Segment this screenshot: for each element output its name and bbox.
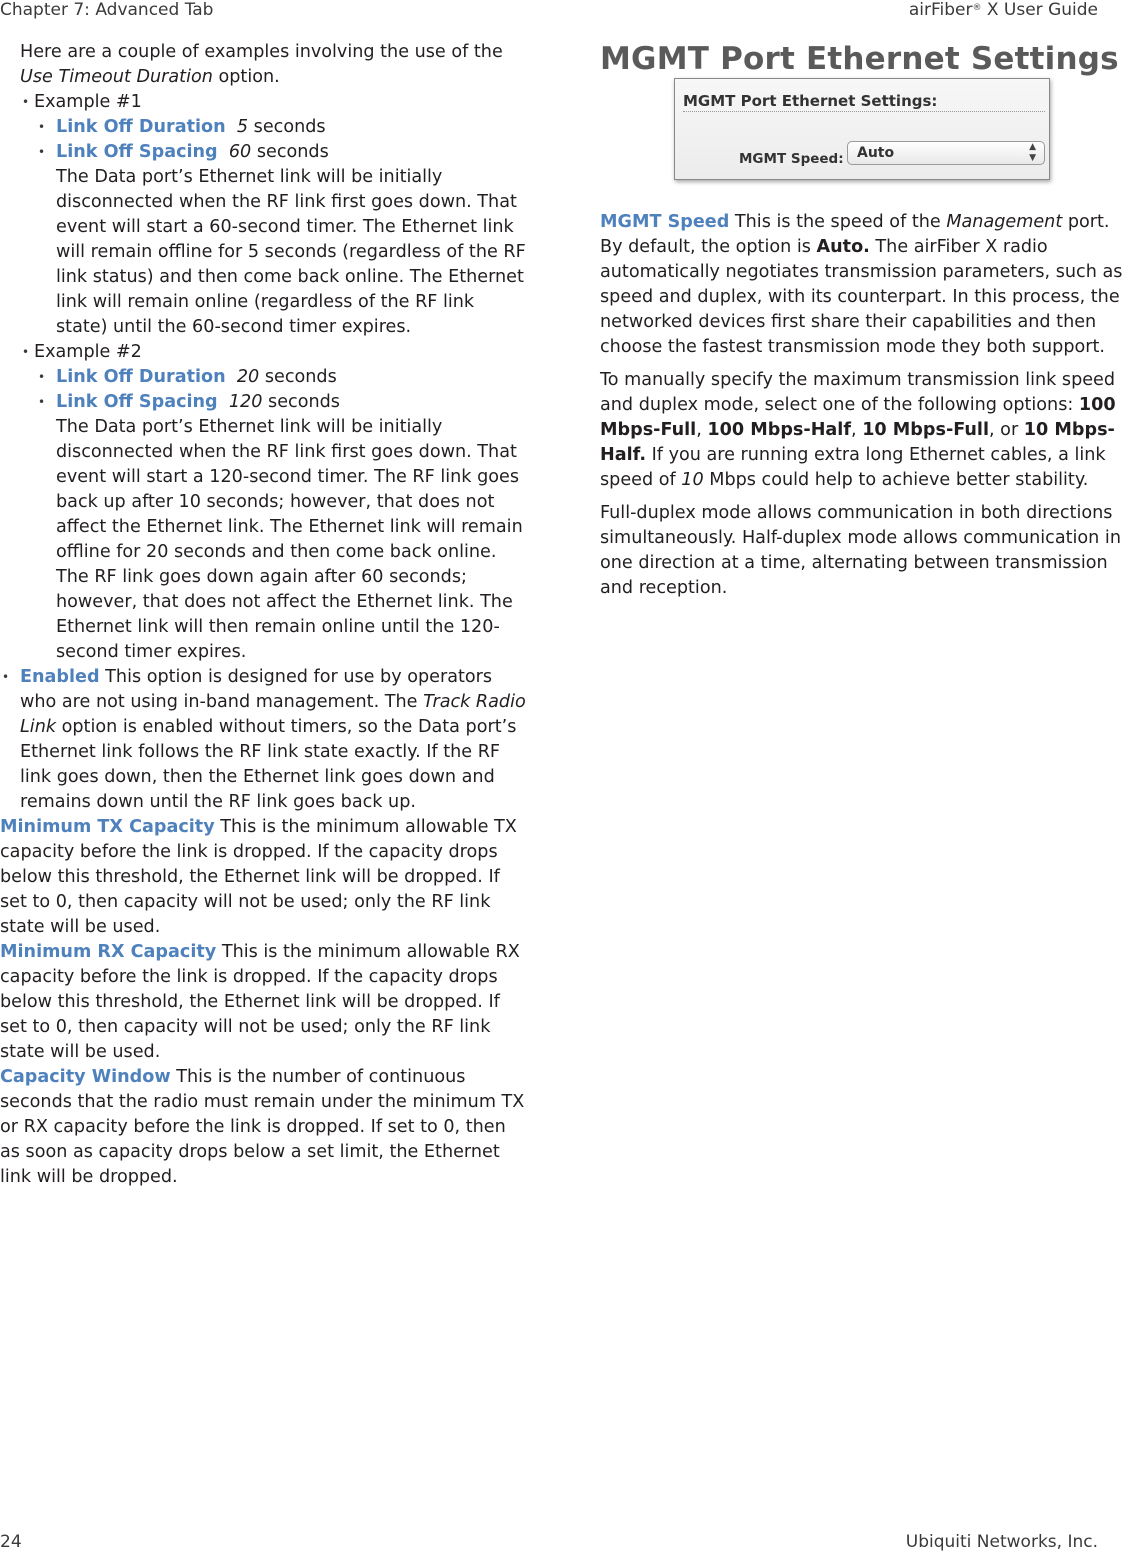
arrow-down-icon: ▼ bbox=[1029, 153, 1036, 163]
brand-name: airFiber bbox=[908, 0, 973, 20]
spacing-value: 60 bbox=[228, 142, 252, 162]
duration-value: 20 bbox=[236, 367, 260, 387]
mgmt-speed-text: This is the speed of the bbox=[729, 212, 947, 232]
link-speed-emphasis: 10 bbox=[681, 470, 704, 490]
bullet-icon: • bbox=[2, 670, 10, 684]
example-1-spacing bbox=[0, 140, 526, 165]
option-100-full: 100 Mbps-Full bbox=[600, 395, 1116, 440]
enabled-text: This option is designed for use by operators who are not using in-band management. The bbox=[20, 667, 493, 712]
separator: , bbox=[851, 420, 863, 440]
spacing-unit: seconds bbox=[262, 392, 340, 412]
example-2-duration bbox=[0, 365, 526, 390]
term-enabled: Enabled bbox=[20, 667, 100, 687]
option-10-half: 10 Mbps-Half. bbox=[600, 420, 1115, 465]
term-capacity-window: Capacity Window bbox=[0, 1067, 171, 1087]
manual-text-3: Mbps could help to achieve better stability. bbox=[703, 470, 1089, 490]
min-tx-text: This is the minimum allowable TX capacity before the link is dropped. If the capacity drops below this threshold, the Ethernet link will be dropped. If set to 0, then capacity will not be used; only the RF link state will be used. bbox=[0, 817, 517, 937]
term-link-off-spacing: Link Off Spacing bbox=[56, 392, 218, 412]
intro-text-end: option. bbox=[212, 67, 280, 87]
example-1-title: Example #1 bbox=[34, 92, 142, 112]
page-header-chapter: Chapter 7: Advanced Tab bbox=[0, 0, 214, 20]
term-link-off-spacing: Link Off Spacing bbox=[56, 142, 218, 162]
enabled-option-name: Track Radio Link bbox=[20, 692, 526, 737]
term-link-off-duration: Link Off Duration bbox=[56, 367, 226, 387]
bullet-icon: • bbox=[38, 370, 46, 384]
option-10-full: 10 Mbps-Full bbox=[862, 420, 989, 440]
min-rx-paragraph bbox=[0, 940, 526, 1065]
mgmt-speed-text-2: port. By default, the option is bbox=[600, 212, 1110, 257]
page-header-guide-title bbox=[909, 0, 1098, 20]
mgmt-speed-paragraph bbox=[600, 210, 1124, 360]
separator: , or bbox=[989, 420, 1024, 440]
section-heading: MGMT Port Ethernet Settings bbox=[600, 41, 1119, 77]
mgmt-speed-text-3: The airFiber X radio automatically negotiates transmission parameters, such as speed and duplex, with its counterpart. In this process, the networked devices first share their capabilities and then choose the fastest transmission mode they both support. bbox=[600, 237, 1123, 357]
spacing-value: 120 bbox=[228, 392, 263, 412]
intro-text: Here are a couple of examples involving the use of the bbox=[20, 42, 503, 62]
auto-option: Auto. bbox=[816, 237, 870, 257]
right-column bbox=[600, 40, 1124, 609]
duration-unit: seconds bbox=[248, 117, 326, 137]
management-emphasis: Management bbox=[946, 212, 1063, 232]
example-1-description: The Data port’s Ethernet link will be initially disconnected when the RF link first goes down. That event will start a 60-second timer. The Ethernet link will remain offline for 5 seconds (regardless of the RF link status) and then come back online. The Ethernet link will remain online (regardless of the RF link state) until the 60-second timer expires. bbox=[56, 167, 526, 337]
example-1-duration bbox=[0, 115, 526, 140]
arrow-up-icon: ▲ bbox=[1029, 142, 1036, 152]
mgmt-speed-select[interactable] bbox=[847, 141, 1045, 165]
spacing-unit: seconds bbox=[251, 142, 329, 162]
intro-paragraph bbox=[0, 40, 526, 90]
manual-text-2: If you are running extra long Ethernet cables, a link speed of bbox=[600, 445, 1106, 490]
enabled-paragraph bbox=[0, 665, 526, 815]
settings-screenshot bbox=[674, 78, 1050, 180]
screenshot-panel-title: MGMT Port Ethernet Settings: bbox=[683, 92, 938, 110]
bullet-icon: • bbox=[38, 145, 46, 159]
separator: , bbox=[696, 420, 708, 440]
manual-speed-paragraph bbox=[600, 368, 1124, 493]
intro-option-name: Use Timeout Duration bbox=[20, 67, 213, 87]
capacity-window-text: This is the number of continuous seconds that the radio must remain under the minimum TX or RX capacity before the link is dropped. If set to 0, then as soon as capacity drops below a set limit, the Ethernet link will be dropped. bbox=[0, 1067, 525, 1187]
page-number: 24 bbox=[0, 1532, 22, 1552]
bullet-icon: • bbox=[22, 345, 30, 359]
screenshot-divider bbox=[683, 111, 1045, 112]
duplex-paragraph: Full-duplex mode allows communication in both directions simultaneously. Half-duplex mode allows communication in one direction at a time, alternating between transmission and reception. bbox=[600, 503, 1121, 598]
guide-title-rest: X User Guide bbox=[981, 0, 1098, 20]
example-2-spacing bbox=[0, 390, 526, 415]
example-2-description: The Data port’s Ethernet link will be initially disconnected when the RF link first goes down. That event will start a 120-second timer. The RF link goes back up after 10 seconds; however, that does not affect the Ethernet link. The Ethernet link will remain offline for 20 seconds and then come back online. The RF link goes down again after 60 seconds; however, that does not affect the Ethernet link. The Ethernet link will then remain online until the 120-second timer expires. bbox=[56, 417, 523, 662]
bullet-icon: • bbox=[22, 95, 30, 109]
duration-unit: seconds bbox=[259, 367, 337, 387]
mgmt-speed-label: MGMT Speed: bbox=[739, 151, 844, 167]
example-2-label bbox=[0, 340, 526, 365]
select-arrows-icon bbox=[1029, 142, 1036, 164]
manual-text: To manually specify the maximum transmission link speed and duplex mode, select one of the following options: bbox=[600, 370, 1116, 415]
enabled-text-end: option is enabled without timers, so the Data port’s Ethernet link follows the RF link state exactly. If the RF link goes down, then the Ethernet link goes down and remains down until the RF link goes back up. bbox=[20, 717, 517, 812]
footer-company: Ubiquiti Networks, Inc. bbox=[905, 1532, 1098, 1552]
min-tx-paragraph bbox=[0, 815, 526, 940]
term-mgmt-speed: MGMT Speed bbox=[600, 212, 730, 232]
option-100-half: 100 Mbps-Half bbox=[707, 420, 851, 440]
bullet-icon: • bbox=[38, 395, 46, 409]
example-1-label bbox=[0, 90, 526, 115]
capacity-window-paragraph bbox=[0, 1065, 526, 1190]
min-rx-text: This is the minimum allowable RX capacity before the link is dropped. If the capacity drops below this threshold, the Ethernet link will be dropped. If set to 0, then capacity will not be used; only the RF link state will be used. bbox=[0, 942, 520, 1062]
duration-value: 5 bbox=[236, 117, 249, 137]
term-minimum-rx-capacity: Minimum RX Capacity bbox=[0, 942, 217, 962]
registered-mark: ® bbox=[972, 3, 982, 13]
bullet-icon: • bbox=[38, 120, 46, 134]
term-minimum-tx-capacity: Minimum TX Capacity bbox=[0, 817, 215, 837]
example-2-title: Example #2 bbox=[34, 342, 142, 362]
left-column bbox=[0, 40, 526, 1190]
term-link-off-duration: Link Off Duration bbox=[56, 117, 226, 137]
mgmt-speed-selected-value: Auto bbox=[857, 145, 895, 161]
